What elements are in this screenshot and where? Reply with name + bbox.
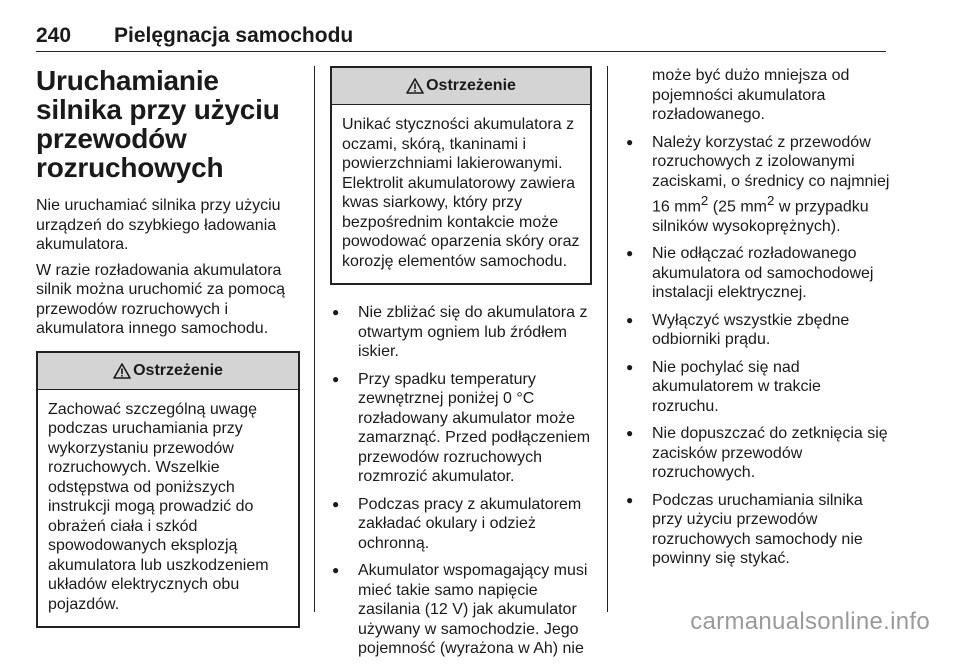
list-item-cables [624,133,890,237]
list-item: ● Przy spadku temperatury zewnętrznej poniżej 0 °C rozładowany akumulator może zamarznąć. Przed podłączeniem przewodów rozruchowych rozmrozić akumulator. [330,370,592,487]
list-item: ● Nie zbliżać się do akumulatora z otwartym ogniem lub źródłem iskier. [330,303,592,362]
intro-paragraph-1: Nie uruchamiać silnika przy użyciu urządzeń do szybkiego ładowania akumulatora. [36,197,281,253]
page-number: 240 [36,24,72,47]
warning-triangle-icon [406,78,424,94]
column-divider-2 [607,66,608,612]
column-2 [330,66,592,667]
list-item: ● Podczas uruchamiania silnika przy użyciu przewodów rozruchowych samochody nie powinny się stykać. [624,491,890,569]
list-item: ● Nie pochylać się nad akumulatorem w trakcie rozruchu. [624,358,890,417]
page-header [36,24,886,52]
page-title: Uruchamianie silnika przy użyciu przewodów rozruchowych [36,65,280,183]
column-divider-1 [314,66,315,612]
superscript: 2 [767,193,775,208]
warning-header [38,353,298,390]
warning-heading: Ostrzeżenie [133,361,223,379]
superscript: 2 [700,193,709,208]
warning-box-1 [36,351,300,629]
warning-box-2 [330,66,592,285]
warning-triangle-icon [113,363,131,379]
warning-text: Zachować szczególną uwagę podczas uruchamiania przy wykorzystaniu przewodów rozruchowych. Wszelkie odstępstwa od poniższych instrukcji mogą prowadzić do obrażeń ciała i szkód spowodowanych eksplozją akumulatora lub uszkodzeniem układów elektrycznych obu pojazdów. [48,400,269,613]
list-item: ● Wyłączyć wszystkie zbędne odbiorniki prądu. [624,311,890,350]
watermark: carmanualsonline.info [690,608,930,635]
header-divider [36,51,886,52]
list-item: ● Nie dopuszczać do zetknięcia się zacisków przewodów rozruchowych. [624,424,890,483]
instruction-list-2 [624,133,890,569]
section-title: Pielęgnacja samochodu [114,24,354,47]
warning-text: Unikać styczności akumulatora z oczami, skórą, tkaninami i powierzchniami lakierowanymi. Elektrolit akumulatorowy zawiera kwas siarkowy, który przy bezpośrednim kontakcie może powodować oparzenia skóry oraz korozję elementów samochodu. [342,116,580,270]
column-1 [36,66,300,628]
intro-paragraph-2: W razie rozładowania akumulatora silnik można uruchomić za pomocą przewodów rozruchowych i akumulatora innego samochodu. [36,261,285,337]
list-item: ● Nie odłączać rozładowanego akumulatora od samochodowej instalacji elektrycznej. [624,244,890,303]
cables-text-after: w przypadku silników wysokoprężnych). [652,198,869,235]
warning-header [332,68,590,105]
cables-text-middle: (25 mm [708,198,767,216]
list-item: ● Podczas pracy z akumulatorem zakładać okulary i odzież ochronną. [330,495,592,554]
list-item: ● Akumulator wspomagający musi mieć takie samo napięcie zasilania (12 V) jak akumulator używany w samochodzie. Jego pojemność (wyrażona w Ah) nie [330,561,592,659]
cables-text-before: Należy korzystać z przewodów rozruchowych z izolowanymi zaciskami, o średnicy co najmniej 16 mm [652,133,890,216]
column-3 [624,66,890,577]
warning-heading: Ostrzeżenie [426,77,516,95]
list-item-continuation: może być dużo mniejsza od pojemności akumulatora rozładowanego. [652,67,850,123]
instruction-list-1 [330,303,592,659]
